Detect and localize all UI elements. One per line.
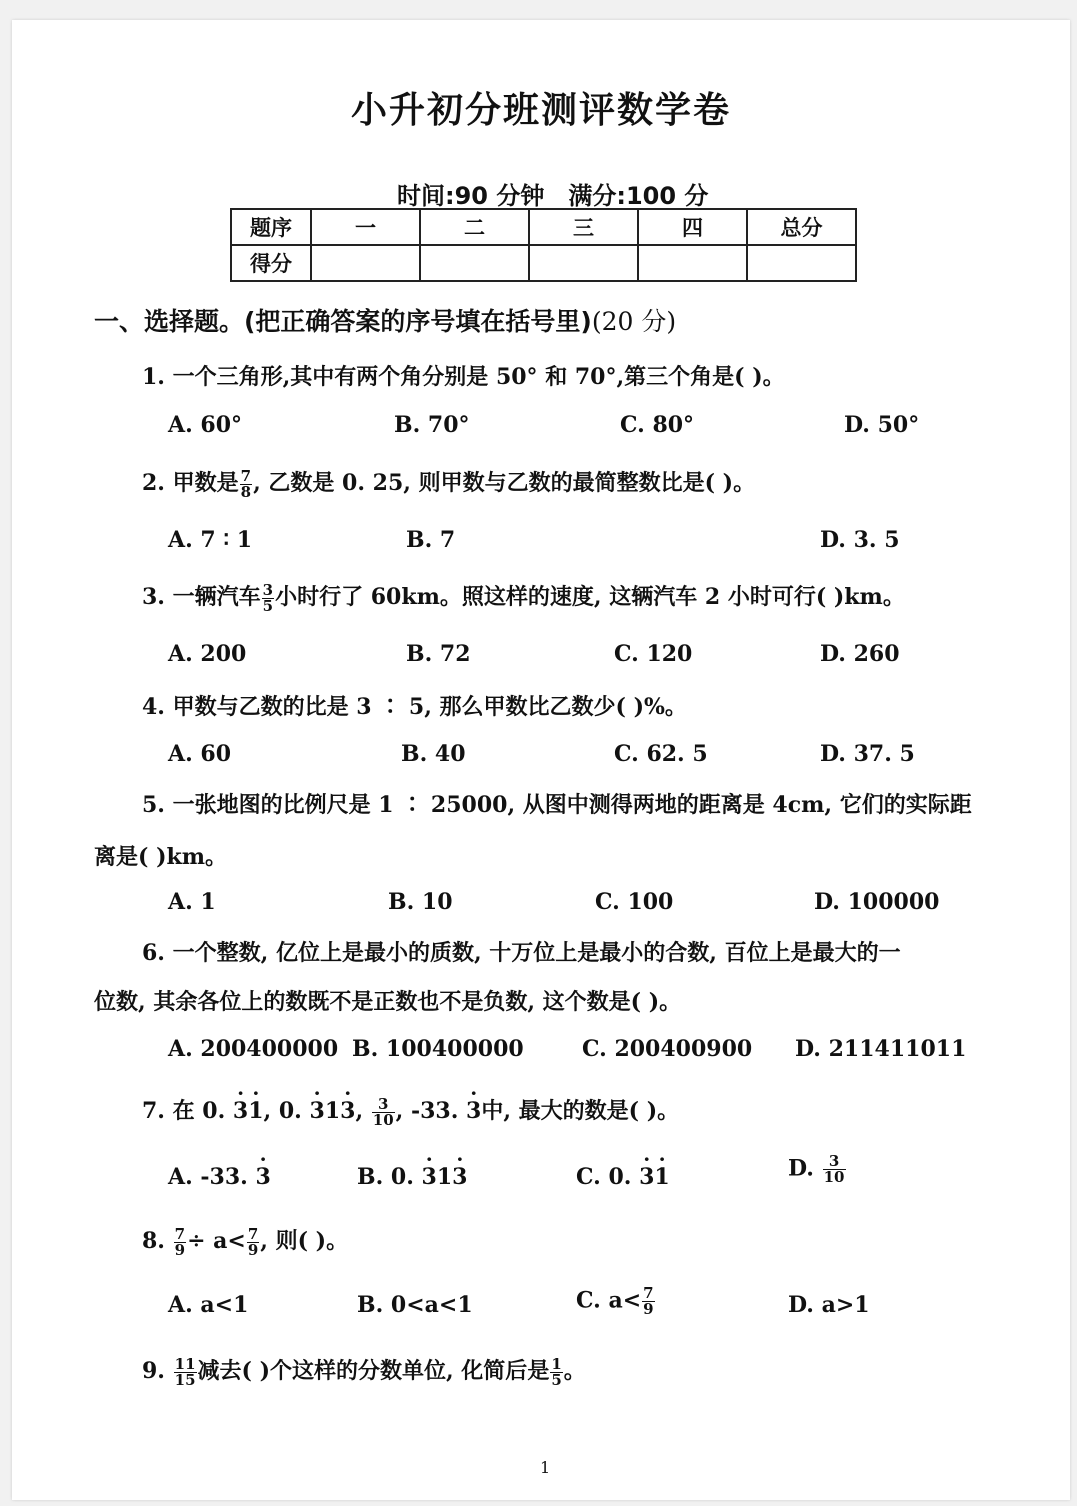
question-8 xyxy=(142,1224,348,1258)
repeating-digit: · 3 xyxy=(422,1164,437,1190)
score-table-header-row xyxy=(231,209,856,245)
q8-option-c[interactable] xyxy=(576,1286,656,1317)
score-cell: 四 xyxy=(638,209,747,245)
numerator: 3 xyxy=(262,580,274,599)
q2-option-d[interactable]: D. 3. 5 xyxy=(820,527,900,553)
q5-option-a[interactable]: A. 1 xyxy=(168,889,216,915)
repeating-digit: · 3 xyxy=(255,1164,270,1190)
question-1: 1. 一个三角形,其中有两个角分别是 50° 和 70°,第三个角是( )。 xyxy=(142,364,785,390)
exam-page xyxy=(12,20,1070,1500)
q6-option-b[interactable]: B. 100400000 xyxy=(352,1036,524,1062)
q1-option-c[interactable]: C. 80° xyxy=(620,412,695,438)
score-input-cell[interactable] xyxy=(747,245,856,281)
q2-option-a[interactable]: A. 7 ∶ 1 xyxy=(168,527,253,553)
numerator: 3 xyxy=(823,1154,846,1170)
q5-option-b[interactable]: B. 10 xyxy=(388,889,453,915)
score-cell: 得分 xyxy=(231,245,311,281)
repeating-digit: · 3 xyxy=(466,1098,481,1124)
section-heading xyxy=(94,302,676,338)
repeating-digit: · 3 xyxy=(340,1098,355,1124)
repeating-digit: · 3 xyxy=(639,1164,654,1190)
fraction xyxy=(247,1224,259,1259)
q3-option-a[interactable]: A. 200 xyxy=(168,641,247,667)
fraction xyxy=(174,1224,186,1259)
score-cell: 三 xyxy=(529,209,638,245)
q8-option-d[interactable]: D. a>1 xyxy=(788,1292,870,1318)
q2-text: , 乙数是 0. 25, 则甲数与乙数的最简整数比是( )。 xyxy=(253,470,756,496)
q7-text: 中, 最大的数是( )。 xyxy=(481,1098,680,1124)
option-text: A. -33. xyxy=(168,1164,256,1190)
denominator: 10 xyxy=(372,1110,394,1129)
score-cell: 总分 xyxy=(747,209,856,245)
repeating-digit: · 1 xyxy=(654,1164,669,1190)
q4-option-b[interactable]: B. 40 xyxy=(401,741,466,767)
q4-option-a[interactable]: A. 60 xyxy=(168,741,232,767)
q3-text: 3. 一辆汽车 xyxy=(142,584,261,610)
fraction xyxy=(550,1354,562,1389)
q2-text: 2. 甲数是 xyxy=(142,470,239,496)
denominator: 15 xyxy=(174,1370,196,1389)
fraction xyxy=(823,1154,846,1185)
fraction xyxy=(240,466,252,501)
q8-text: , 则( )。 xyxy=(260,1228,349,1254)
question-3 xyxy=(142,580,905,614)
fraction xyxy=(174,1354,197,1389)
q5-option-d[interactable]: D. 100000 xyxy=(814,889,940,915)
q8-option-a[interactable]: A. a<1 xyxy=(168,1292,249,1318)
numerator: 11 xyxy=(174,1354,196,1373)
q1-option-a[interactable]: A. 60° xyxy=(168,412,243,438)
question-2 xyxy=(142,466,755,500)
denominator: 5 xyxy=(551,1370,562,1389)
denominator: 8 xyxy=(240,482,252,501)
option-text: C. 0. xyxy=(576,1164,640,1190)
numerator: 1 xyxy=(551,1354,562,1373)
score-input-cell[interactable] xyxy=(529,245,638,281)
q6-option-d[interactable]: D. 211411011 xyxy=(795,1036,967,1062)
option-text: 1 xyxy=(436,1164,453,1190)
score-cell: 二 xyxy=(420,209,529,245)
page-title: 小升初分班测评数学卷 xyxy=(350,90,731,131)
score-table xyxy=(230,208,857,282)
q7-option-b[interactable] xyxy=(357,1164,467,1190)
question-9 xyxy=(142,1354,586,1388)
numerator: 7 xyxy=(174,1224,186,1243)
score-table-score-row xyxy=(231,245,856,281)
q3-option-c[interactable]: C. 120 xyxy=(614,641,693,667)
page-number: 1 xyxy=(540,1458,551,1477)
q6-option-a[interactable]: A. 200400000 xyxy=(168,1036,339,1062)
question-5-line-2: 离是( )km。 xyxy=(94,844,227,870)
numerator: 3 xyxy=(372,1097,395,1113)
q7-text: 7. 在 0. xyxy=(142,1098,233,1124)
denominator: 9 xyxy=(247,1240,259,1259)
q5-option-c[interactable]: C. 100 xyxy=(595,889,674,915)
q8-text: 8. xyxy=(142,1228,173,1254)
score-input-cell[interactable] xyxy=(311,245,420,281)
option-text: B. 0. xyxy=(357,1164,422,1190)
q8-text: ÷ a< xyxy=(187,1228,246,1254)
q6-option-c[interactable]: C. 200400900 xyxy=(582,1036,753,1062)
score-input-cell[interactable] xyxy=(638,245,747,281)
denominator: 10 xyxy=(823,1168,845,1186)
question-4: 4. 甲数与乙数的比是 3 ∶ 5, 那么甲数比乙数少( )%。 xyxy=(142,694,687,720)
time-limit: 时间:90 分钟 xyxy=(397,182,545,210)
option-text: D. xyxy=(788,1155,822,1182)
fraction xyxy=(372,1094,395,1129)
numerator: 7 xyxy=(643,1284,654,1302)
q7-option-d[interactable] xyxy=(788,1154,847,1185)
q9-text: 9. xyxy=(142,1358,173,1384)
score-input-cell[interactable] xyxy=(420,245,529,281)
q7-text: 1 xyxy=(324,1098,341,1124)
denominator: 9 xyxy=(643,1300,654,1318)
score-cell: 一 xyxy=(311,209,420,245)
numerator: 7 xyxy=(240,466,252,485)
full-score: 满分:100 分 xyxy=(568,182,709,210)
q3-option-b[interactable]: B. 72 xyxy=(406,641,471,667)
q7-text: , 0. xyxy=(263,1098,310,1124)
q2-option-b[interactable]: B. 7 xyxy=(406,527,456,553)
exam-meta xyxy=(397,176,708,211)
section-points: (20 分) xyxy=(591,307,677,336)
q1-option-b[interactable]: B. 70° xyxy=(394,412,470,438)
q8-option-b[interactable]: B. 0<a<1 xyxy=(357,1292,473,1318)
q7-option-c[interactable] xyxy=(576,1164,670,1190)
question-6-line-1: 6. 一个整数, 亿位上是最小的质数, 十万位上是最小的合数, 百位上是最大的一 xyxy=(142,940,901,966)
fraction xyxy=(642,1286,654,1317)
q7-text: , xyxy=(355,1098,371,1124)
question-5-line-1: 5. 一张地图的比例尺是 1 ∶ 25000, 从图中测得两地的距离是 4cm, 它们的实际距 xyxy=(142,792,972,818)
q9-text: 减去( )个这样的分数单位, 化简后是 xyxy=(197,1358,550,1384)
q7-text: , -33. xyxy=(395,1098,467,1124)
repeating-digit: · 1 xyxy=(248,1098,263,1124)
denominator: 9 xyxy=(174,1240,186,1259)
q1-option-d[interactable]: D. 50° xyxy=(844,412,920,438)
q4-option-d[interactable]: D. 37. 5 xyxy=(820,741,915,767)
q3-option-d[interactable]: D. 260 xyxy=(820,641,900,667)
q4-option-c[interactable]: C. 62. 5 xyxy=(614,741,708,767)
option-text: C. a< xyxy=(576,1287,642,1314)
section-label: 一、选择题。(把正确答案的序号填在括号里) xyxy=(94,307,592,336)
fraction xyxy=(262,580,274,615)
repeating-digit: · 3 xyxy=(233,1098,248,1124)
denominator: 5 xyxy=(262,596,274,615)
score-cell: 题序 xyxy=(231,209,311,245)
question-6-line-2: 位数, 其余各位上的数既不是正数也不是负数, 这个数是( )。 xyxy=(94,989,682,1015)
question-7 xyxy=(142,1094,679,1128)
repeating-digit: · 3 xyxy=(310,1098,325,1124)
q7-option-a[interactable] xyxy=(168,1164,271,1190)
q9-text: 。 xyxy=(563,1358,586,1384)
repeating-digit: · 3 xyxy=(452,1164,467,1190)
numerator: 7 xyxy=(247,1224,259,1243)
q3-text: 小时行了 60km。照这样的速度, 这辆汽车 2 小时可行( )km。 xyxy=(275,584,905,610)
